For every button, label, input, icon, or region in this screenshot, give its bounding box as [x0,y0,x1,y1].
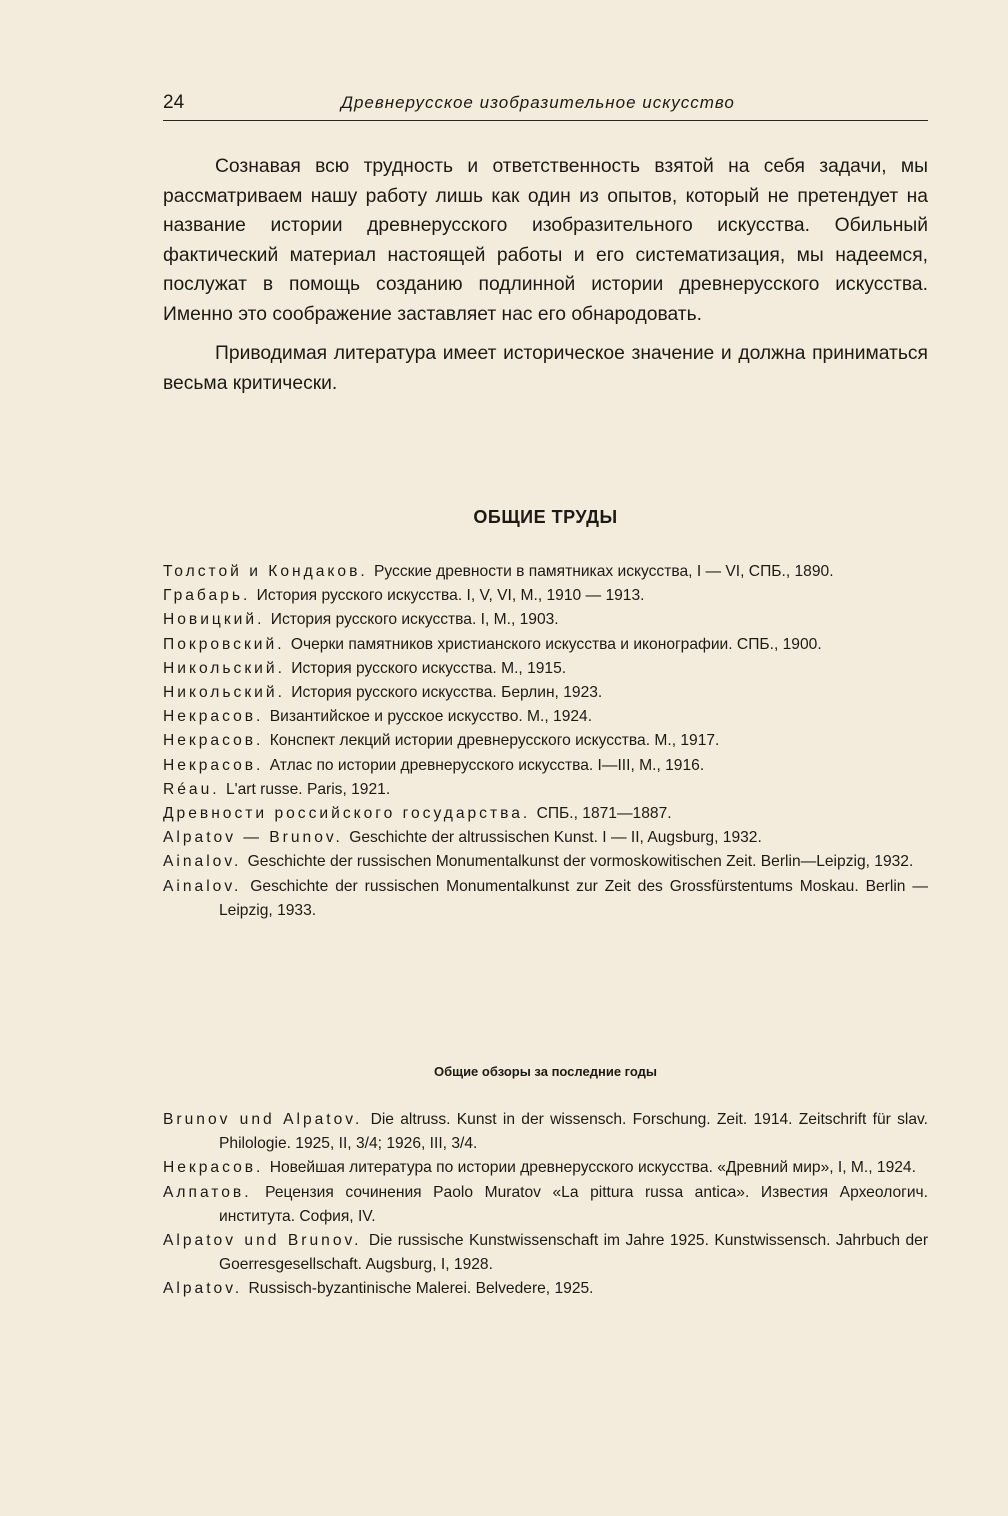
running-title: Древнерусское изобразительное искусство [341,93,735,112]
entry-author: Никольский. [163,684,285,702]
entry-author: Réau. [163,780,220,798]
bibliography-entry [163,826,928,850]
bibliography-entry [163,1181,928,1229]
entry-text: История русского искусства. I, V, VI, M., 1910 — 1913. [256,587,645,605]
bibliography-entry [163,633,928,657]
entry-author: Alpatov und Brunov. [163,1232,362,1250]
entry-author: Покровский. [163,635,285,653]
recent-reviews-list [163,1108,928,1302]
bibliography-entry [163,778,928,802]
entry-author: Толстой и Кондаков. [163,563,368,580]
recent-reviews-heading: Общие обзоры за последние годы [433,1064,658,1079]
entry-text: Russisch-byzantinische Malerei. Belvedere, 1925. [248,1280,594,1298]
entry-text: СПБ., 1871—1887. [536,805,672,823]
bibliography-entry [163,802,928,826]
entry-author: Грабарь. [163,587,251,605]
intro-paragraph: Сознавая всю трудность и ответственность взятой на себя задачи, мы рассматриваем нашу работу лишь как один из опытов, который не претендует на название истории древнерусского изобразительного искусства. Обильный фактический материал настоящей работы и его систематизация, мы надеемся, послужат в помощь созданию подлинной истории древнерусского искусства. Именно это соображение заставляет нас его обнародовать. [163,156,928,325]
page-header [163,88,928,121]
entry-text: Geschichte der altrussischen Kunst. I — II, Augsburg, 1932. [349,829,762,847]
intro-paragraph: Приводимая литература имеет историческое значение и должна приниматься весьма критически. [163,343,928,394]
entry-author: Никольский. [163,659,285,677]
entry-text: Geschichte der russischen Monumentalkunst zur Zeit des Grossfürstentums Moskau. Berlin — Leipzig, 1933. [219,877,928,919]
bibliography-entry [163,1156,928,1180]
bibliography-entry [163,729,928,753]
entry-text: Византийское и русское искусство. M., 1924. [269,708,593,726]
bibliography-entry [163,681,928,705]
entry-text: L'art russe. Paris, 1921. [225,780,391,798]
bibliography-entry [163,754,928,778]
entry-author: Alpatov — Brunov. [163,829,343,847]
entry-author: Некрасов. [163,732,264,750]
entry-author: Некрасов. [163,756,264,774]
entry-author: Brunov und Alpatov. [163,1111,363,1128]
entry-text: История русского искусства. I, M., 1903. [270,611,559,629]
intro-text [163,152,928,408]
entry-text: Русские древности в памятниках искусства, I — VI, СПБ., 1890. [374,563,834,580]
bibliography-entry [163,705,928,729]
entry-text: Geschichte der russischen Monumentalkunst der vormoskowitischen Zeit. Berlin—Leipzig, 1932. [247,853,914,871]
entry-text: Новейшая литература по истории древнерусского искусства. «Древний мир», I, M., 1924. [269,1159,916,1177]
entry-text: Die altruss. Kunst in der wissensch. Forschung. Zeit. 1914. Zeitschrift für slav. Philologie. 1925, II, 3/4; 1926, III, 3/4. [219,1111,928,1153]
bibliography-entry [163,657,928,681]
bibliography-entry [163,608,928,632]
entry-author: Ainalov. [163,877,242,895]
bibliography-entry [163,584,928,608]
entry-author: Ainalov. [163,853,242,871]
entry-text: Рецензия сочинения Paolo Muratov «La pittura russa antica». Известия Археологич. института. София, IV. [219,1183,928,1225]
entry-author: Некрасов. [163,708,264,726]
page-number: 24 [163,92,185,113]
entry-text: Конспект лекций истории древнерусского искусства. M., 1917. [269,732,720,750]
entry-text: История русского искусства. Берлин, 1923. [291,684,603,702]
general-works-list [163,560,928,923]
entry-author: Древности российского государства. [163,805,531,823]
bibliography-entry [163,1277,928,1301]
entry-author: Алпатов. [163,1183,252,1201]
entry-author: Alpatov. [163,1280,243,1298]
bibliography-entry [163,560,928,584]
bibliography-entry [163,875,928,923]
entry-text: Очерки памятников христианского искусства и иконографии. СПБ., 1900. [290,635,822,653]
general-works-heading: ОБЩИЕ ТРУДЫ [473,507,618,527]
bibliography-entry [163,850,928,874]
entry-text: Die russische Kunstwissenschaft im Jahre 1925. Kunstwissensch. Jahrbuch der Goerresgesellschaft. Augsburg, I, 1928. [219,1232,929,1274]
entry-author: Новицкий. [163,611,265,629]
entry-text: История русского искусства. M., 1915. [291,659,567,677]
entry-author: Некрасов. [163,1159,264,1177]
bibliography-entry [163,1108,928,1156]
bibliography-entry [163,1229,928,1277]
entry-text: Атлас по истории древнерусского искусства. I—III, M., 1916. [269,756,705,774]
